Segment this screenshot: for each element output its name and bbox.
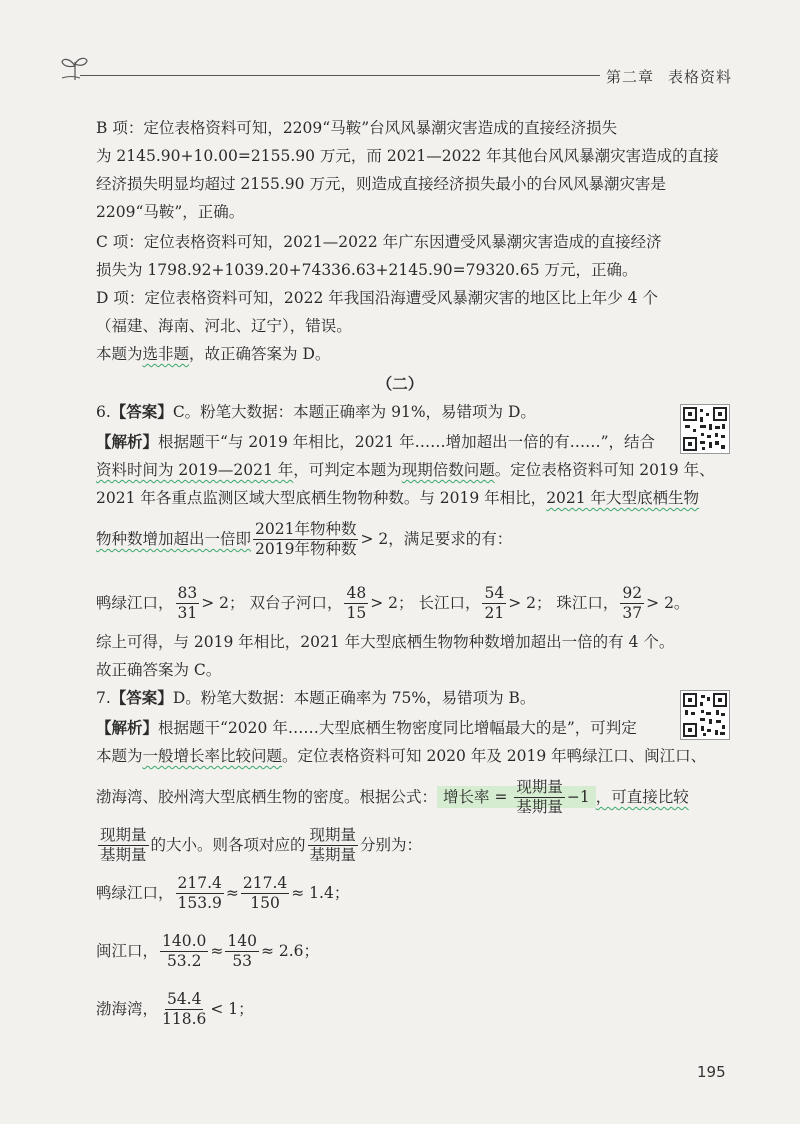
text-line — [96, 344, 330, 364]
approx-sign: ≈ — [210, 941, 224, 960]
denominator: 基期量 — [100, 846, 147, 865]
numerator: 54.4 — [165, 990, 204, 1010]
keyword-underlined: 2021 年大型底栖生物 — [546, 489, 700, 507]
numerator: 48 — [344, 584, 368, 604]
question-number: 6. — [96, 403, 111, 421]
numerator: 54 — [482, 584, 506, 604]
denominator: 21 — [484, 604, 505, 623]
fraction — [308, 826, 359, 866]
text-line: 为 2145.90+10.00=2155.90 万元，而 2021—2022 年其他台风风暴潮灾害造成的直接 — [96, 147, 719, 165]
region-name: 鸭绿江口， — [96, 883, 174, 902]
text-span: 。定位表格资料可知 2019 年、 — [494, 461, 715, 479]
region-name: 鸭绿江口， — [96, 593, 174, 612]
comparison: > 2。 — [646, 593, 690, 612]
text-span: 分别为： — [360, 835, 423, 854]
numerator: 140.0 — [160, 932, 208, 952]
numerator: 现期量 — [514, 778, 565, 798]
approx-sign: ≈ — [225, 883, 239, 902]
text-span: 根据题干“2020 年……大型底栖生物密度同比增幅最大的是”，可判定 — [158, 719, 637, 737]
text-span: ，可判定本题为 — [293, 461, 402, 479]
text-span: 。定位表格资料可知 2020 年及 2019 年鸭绿江口、闽江口、 — [282, 747, 707, 765]
comparison: > 2； — [201, 593, 245, 612]
calc-line — [96, 990, 254, 1030]
fraction — [98, 826, 149, 866]
fraction — [344, 584, 368, 624]
formula-lhs: 增长率 = — [443, 787, 508, 806]
formula-line — [96, 826, 422, 866]
qr-code-graphic — [681, 691, 729, 739]
fraction — [176, 584, 200, 624]
denominator: 2019年物种数 — [255, 540, 357, 559]
qr-code-icon[interactable] — [680, 404, 730, 454]
page-number: 195 — [697, 1063, 726, 1081]
question-number: 7. — [96, 689, 111, 707]
chapter-number: 第二章 — [606, 68, 655, 86]
text-span: 2021 年各重点监测区域大型底栖生物物种数。与 2019 年相比， — [96, 489, 547, 507]
chapter-header — [606, 66, 732, 87]
header-rule — [80, 75, 600, 76]
answer-tag: 【答案】 — [110, 403, 173, 421]
region-name: 双台子河口， — [249, 593, 343, 612]
keyword-underlined: 物种数增加超出一倍即 — [96, 529, 252, 548]
formula-line — [96, 520, 512, 560]
fraction — [620, 584, 644, 624]
result: < 1； — [210, 999, 254, 1018]
fraction — [176, 874, 224, 914]
answer-text: D。粉笔大数据：本题正确率为 75%，易错项为 B。 — [172, 689, 536, 707]
denominator: 31 — [177, 604, 198, 623]
text-span: ，故正确答案为 D。 — [189, 345, 331, 363]
keyword-underlined: 一般增长率比较问题 — [142, 747, 283, 765]
fraction — [160, 990, 208, 1030]
formula-rhs: −1 — [566, 787, 590, 806]
text-line: B 项：定位表格资料可知，2209“马鞍”台风风暴潮灾害造成的直接经济损失 — [96, 119, 618, 137]
fraction — [160, 932, 208, 972]
denominator: 150 — [250, 894, 280, 913]
formula-line — [96, 778, 689, 818]
numerator: 83 — [176, 584, 200, 604]
region-name: 闽江口， — [96, 941, 159, 960]
text-line: （福建、海南、河北、辽宁），错误。 — [96, 317, 352, 335]
answer-line — [96, 688, 535, 708]
qr-code-graphic — [681, 405, 729, 453]
numerator: 217.4 — [176, 874, 224, 894]
denominator: 118.6 — [162, 1010, 207, 1029]
region-name: 珠江口， — [556, 593, 619, 612]
region-name: 长江口， — [418, 593, 481, 612]
keyword-underlined: 资料时间为 2019—2021 年 — [96, 461, 294, 479]
numerator: 现期量 — [98, 826, 149, 846]
sprout-icon — [60, 52, 90, 82]
keyword-underlined: ，可直接比较 — [595, 787, 689, 806]
calc-line — [96, 584, 689, 624]
fraction — [225, 932, 259, 972]
result: ≈ 2.6； — [260, 941, 320, 960]
text-span: > 2，满足要求的有： — [360, 529, 513, 548]
keyword-underlined: 选非题 — [142, 345, 190, 363]
text-span: 根据题干“与 2019 年相比，2021 年……增加超出一倍的有……”，结合 — [158, 433, 656, 451]
text-line — [96, 432, 655, 452]
denominator: 53 — [232, 952, 253, 971]
numerator: 现期量 — [308, 826, 359, 846]
numerator: 140 — [225, 932, 259, 952]
denominator: 53.2 — [166, 952, 202, 971]
answer-line — [96, 402, 536, 422]
analysis-tag: 【解析】 — [96, 719, 159, 737]
fraction — [514, 778, 565, 818]
text-span: 的大小。则各项对应的 — [150, 835, 306, 854]
text-line — [96, 488, 699, 508]
text-line: 2209“马鞍”，正确。 — [96, 203, 245, 221]
text-span: 本题为 — [96, 345, 143, 363]
denominator: 基期量 — [516, 798, 563, 817]
numerator: 92 — [620, 584, 644, 604]
fraction — [241, 874, 289, 914]
text-line: 损失为 1798.92+1039.20+74336.63+2145.90=79320.65 万元，正确。 — [96, 261, 638, 279]
denominator: 37 — [622, 604, 643, 623]
chapter-title: 表格资料 — [668, 68, 733, 86]
calc-line — [96, 874, 349, 914]
text-line: 经济损失明显均超过 2155.90 万元，则造成直接经济损失最小的台风风暴潮灾害是 — [96, 175, 666, 193]
text-line — [96, 746, 706, 766]
text-line — [96, 718, 637, 738]
text-line: 故正确答案为 C。 — [96, 661, 222, 679]
text-line: D 项：定位表格资料可知，2022 年我国沿海遭受风暴潮灾害的地区比上年少 4 个 — [96, 289, 658, 307]
result: ≈ 1.4； — [291, 883, 350, 902]
region-name: 渤海湾， — [96, 999, 159, 1018]
section-title: （二） — [376, 375, 424, 393]
numerator: 2021年物种数 — [253, 520, 358, 540]
text-line — [96, 460, 715, 480]
answer-tag: 【答案】 — [110, 689, 173, 707]
text-line: C 项：定位表格资料可知，2021—2022 年广东因遭受风暴潮灾害造成的直接经济 — [96, 233, 662, 251]
text-span: 渤海湾、胶州湾大型底栖生物的密度。根据公式： — [96, 787, 438, 806]
keyword-underlined: 现期倍数问题 — [401, 461, 495, 479]
text-span: 本题为 — [96, 747, 143, 765]
qr-code-icon[interactable] — [680, 690, 730, 740]
text-line: 综上可得，与 2019 年相比，2021 年大型底栖生物物种数增加超出一倍的有 4 个。 — [96, 633, 675, 651]
calc-line — [96, 932, 319, 972]
highlighted-formula — [437, 778, 596, 817]
fraction — [253, 520, 358, 560]
comparison: > 2； — [508, 593, 552, 612]
comparison: > 2； — [370, 593, 414, 612]
answer-text: C。粉笔大数据：本题正确率为 91%，易错项为 D。 — [172, 403, 536, 421]
fraction — [482, 584, 506, 624]
denominator: 15 — [346, 604, 367, 623]
numerator: 217.4 — [241, 874, 289, 894]
analysis-tag: 【解析】 — [96, 433, 159, 451]
denominator: 153.9 — [177, 894, 222, 913]
denominator: 基期量 — [309, 846, 357, 865]
